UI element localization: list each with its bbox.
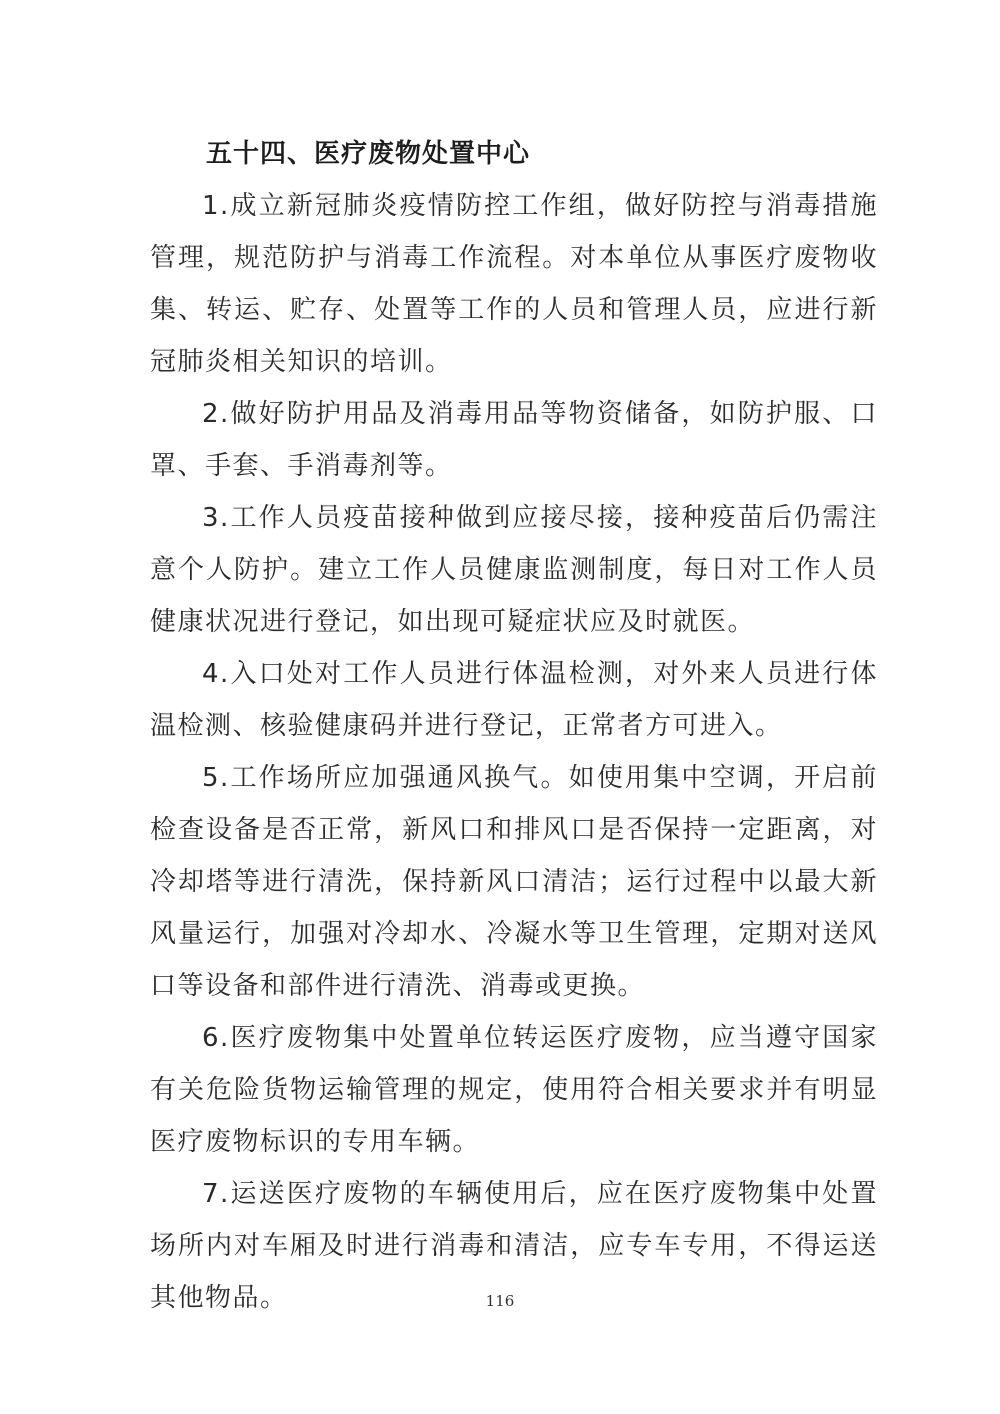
document-body	[150, 128, 878, 1324]
paragraph-1: 1.成立新冠肺炎疫情防控工作组，做好防控与消毒措施管理，规范防护与消毒工作流程。对本单位从事医疗废物收集、转运、贮存、处置等工作的人员和管理人员，应进行新冠肺炎相关知识的培训。	[150, 191, 878, 377]
paragraph-4: 4.入口处对工作人员进行体温检测，对外来人员进行体温检测、核验健康码并进行登记，正常者方可进入。	[150, 659, 878, 741]
paragraph-3: 3.工作人员疫苗接种做到应接尽接，接种疫苗后仍需注意个人防护。建立工作人员健康监测制度，每日对工作人员健康状况进行登记，如出现可疑症状应及时就医。	[150, 503, 878, 637]
paragraph-5: 5.工作场所应加强通风换气。如使用集中空调，开启前检查设备是否正常，新风口和排风口是否保持一定距离，对冷却塔等进行清洗，保持新风口清洁；运行过程中以最大新风量运行，加强对冷却水、冷凝水等卫生管理，定期对送风口等设备和部件进行清洗、消毒或更换。	[150, 763, 878, 1001]
paragraph-7: 7.运送医疗废物的车辆使用后，应在医疗废物集中处置场所内对车厢及时进行消毒和清洁，应专车专用，不得运送其他物品。	[150, 1179, 878, 1313]
page-number: 116	[485, 1292, 515, 1310]
paragraph-2: 2.做好防护用品及消毒用品等物资储备，如防护服、口罩、手套、手消毒剂等。	[150, 399, 878, 481]
section-heading: 五十四、医疗废物处置中心	[206, 139, 531, 169]
paragraph-6: 6.医疗废物集中处置单位转运医疗废物，应当遵守国家有关危险货物运输管理的规定，使用符合相关要求并有明显医疗废物标识的专用车辆。	[150, 1023, 878, 1157]
